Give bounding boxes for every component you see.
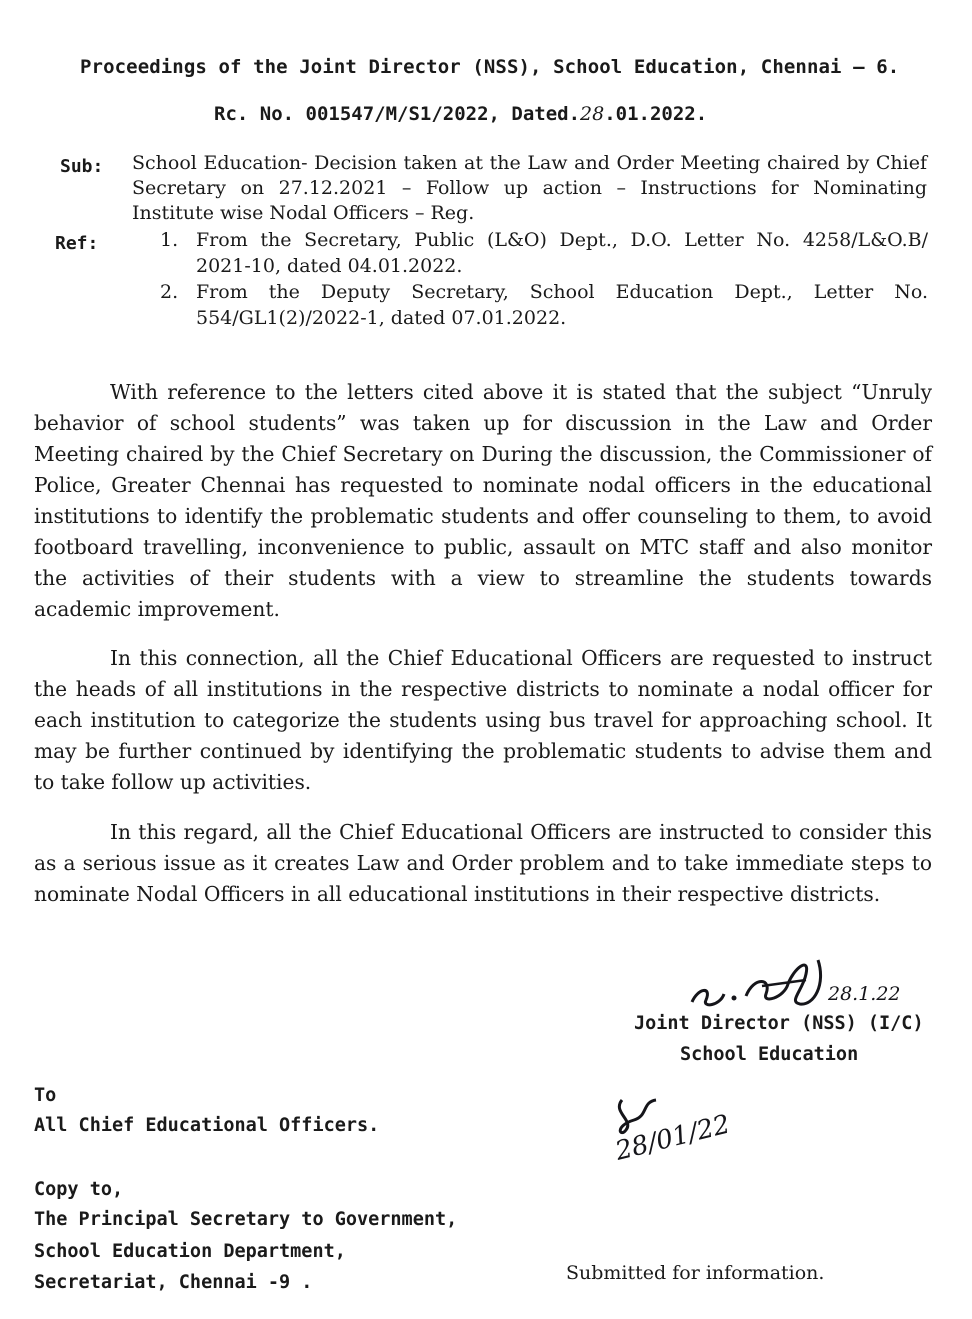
reference-item	[160, 227, 928, 279]
reference-text-1: From the Secretary, Public (L&O) Dept., D.O. Letter No. 4258/L&O.B/ 2021-10, dated 04.01.2022.	[196, 229, 928, 277]
reference-item	[160, 279, 928, 331]
signatory-office: School Education	[680, 1044, 859, 1065]
reference-number-1: 1.	[160, 229, 179, 251]
signatory-designation: Joint Director (NSS) (I/C)	[634, 1013, 924, 1034]
to-addressee: All Chief Educational Officers.	[34, 1115, 380, 1136]
reference-number-2: 2.	[160, 281, 179, 303]
rc-date-rest: .01.2022.	[604, 103, 708, 125]
body-paragraph-2: In this connection, all the Chief Educational Officers are requested to instruct the heads of all institutions in the respective districts to nominate a nodal officer for each institution to categorize the students using bus travel for approaching school. It may be further continued by identifying the problematic students to advise them and to take follow up activities.	[34, 646, 932, 794]
body-paragraph-1: With reference to the letters cited above it is stated that the subject “Unruly behavior of school students” was taken up for discussion in the Law and Order Meeting chaired by the Chief Secretary on During the discussion, the Commissioner of Police, Greater Chennai has requested to nominate nodal officers in the educational institutions to identify the problematic students and offer counseling to them, to avoid footboard travelling, inconvenience to public, assault on MTC staff and also monitor the activities of their students with a view to streamline the students towards academic improvement.	[34, 380, 932, 621]
document-title: Proceedings of the Joint Director (NSS), School Education, Chennai – 6.	[80, 56, 900, 78]
rc-handwritten-day: 28	[580, 103, 605, 125]
copy-line-2: School Education Department,	[34, 1241, 346, 1262]
copy-line-1: The Principal Secretary to Government,	[34, 1209, 458, 1230]
subject-text: School Education- Decision taken at the Law and Order Meeting chaired by Chief Secretary on 27.12.2021 – Follow up action – Instructions for Nominating Institute wise Nodal Officers – Reg.	[132, 152, 927, 224]
rc-number-text: Rc. No. 001547/M/S1/2022, Dated.	[214, 103, 581, 125]
reference-number	[214, 103, 707, 125]
initials-date: 28/01/22	[612, 1109, 734, 1167]
body-paragraph-3: In this regard, all the Chief Educational Officers are instructed to consider this as a serious issue as it creates Law and Order problem and to take immediate steps to nominate Nodal Officers in all educational institutions in their respective districts.	[34, 820, 932, 906]
subject-label: Sub:	[60, 156, 104, 177]
signature-date: 28.1.22	[828, 983, 901, 1005]
reference-text-2: From the Deputy Secretary, School Education Dept., Letter No. 554/GL1(2)/2022-1, dated 07.01.2022.	[196, 281, 928, 329]
copy-line-3: Secretariat, Chennai -9 .	[34, 1272, 313, 1293]
to-label: To	[34, 1085, 57, 1106]
reference-label: Ref:	[55, 233, 99, 254]
handwritten-initials	[604, 1080, 754, 1175]
copy-to-label: Copy to,	[34, 1179, 124, 1200]
submitted-note: Submitted for information.	[566, 1262, 825, 1284]
